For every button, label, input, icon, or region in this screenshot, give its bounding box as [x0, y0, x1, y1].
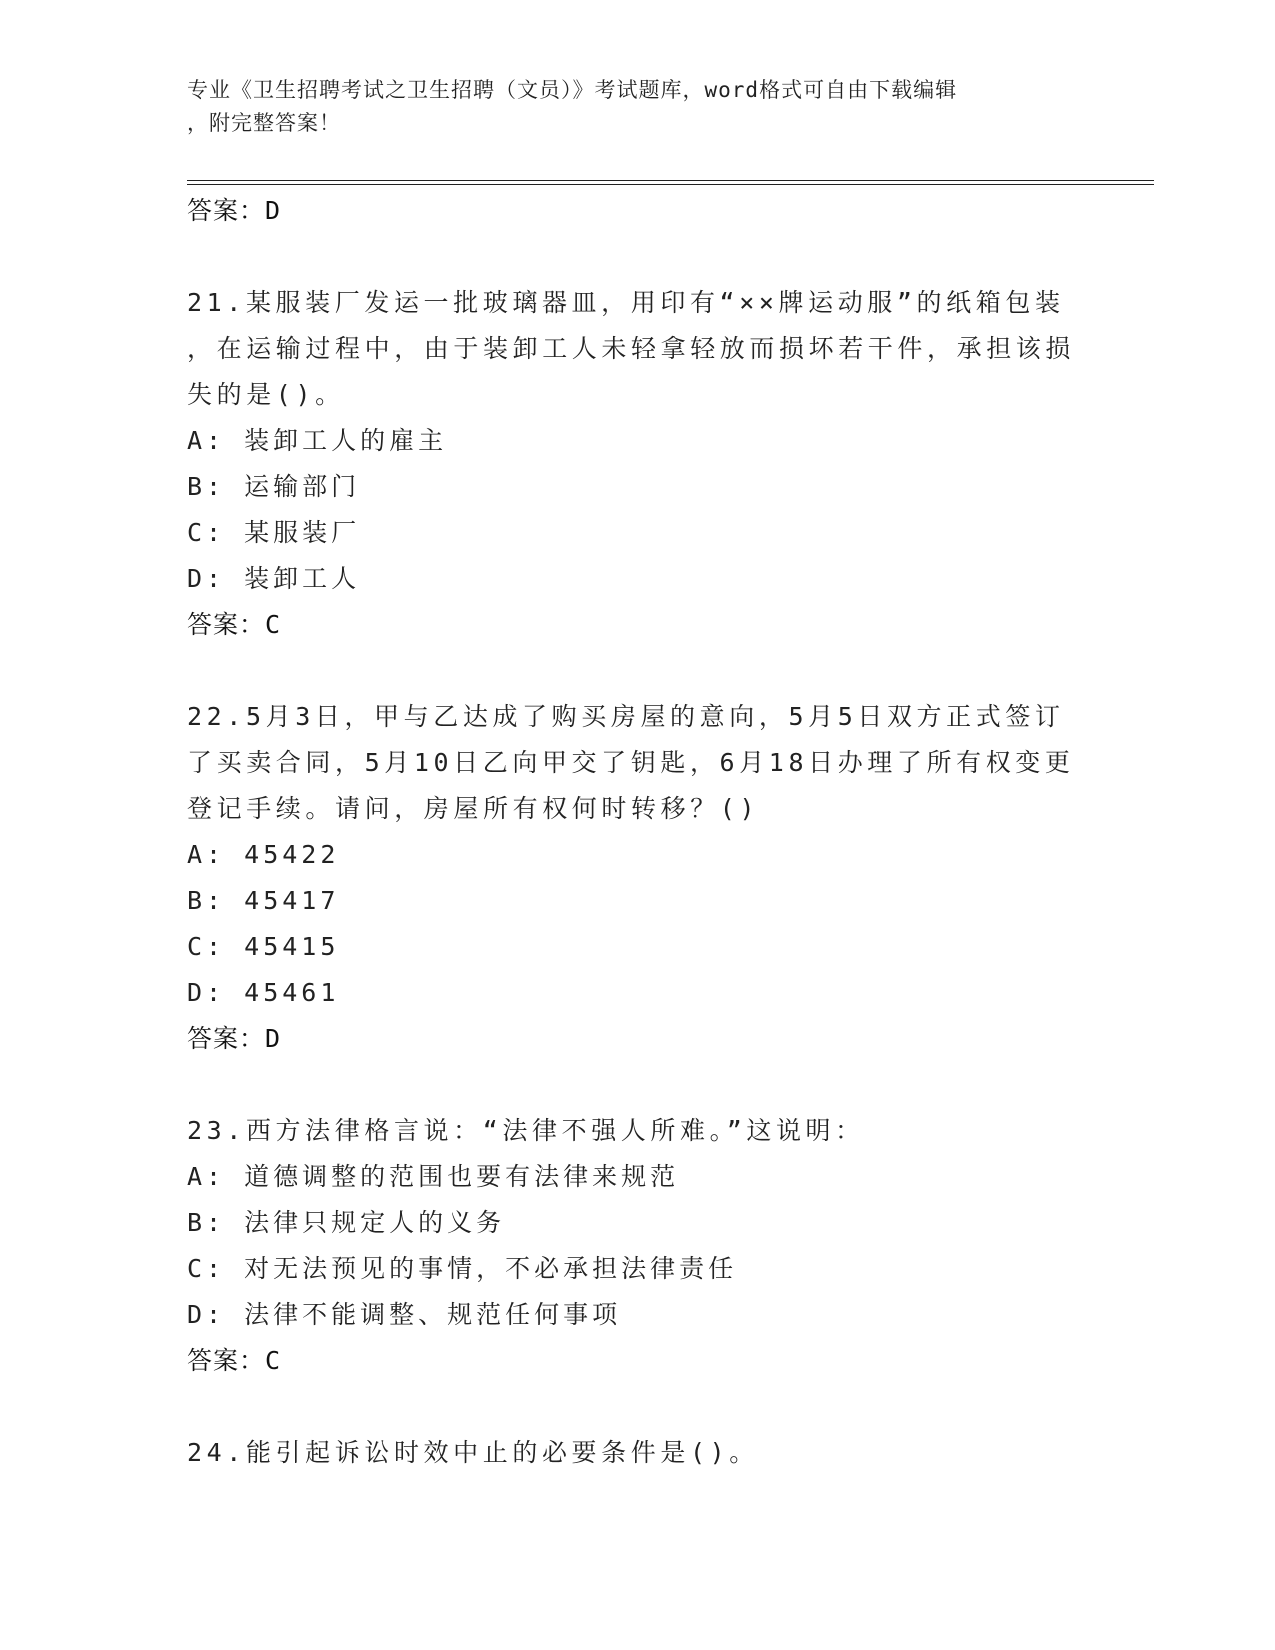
document-header	[187, 74, 1067, 140]
spacer	[187, 1384, 1087, 1430]
answer-line: 答案：C	[187, 1346, 282, 1375]
question-line: 失的是()。	[187, 380, 345, 409]
question-line: 22.5月3日，甲与乙达成了购买房屋的意向，5月5日双方正式签订	[187, 702, 1065, 731]
previous-answer: 答案：D	[187, 196, 282, 225]
option-a: A: 道德调整的范围也要有法律来规范	[187, 1162, 680, 1191]
option-a: A: 45422	[187, 840, 340, 869]
option-c: C: 某服装厂	[187, 518, 361, 547]
option-c: C: 45415	[187, 932, 340, 961]
question-block-24	[187, 1430, 1087, 1476]
option-b: B: 法律只规定人的义务	[187, 1208, 506, 1237]
spacer	[187, 1062, 1087, 1108]
question-line: ，在运输过程中，由于装卸工人未轻拿轻放而损坏若干件，承担该损	[187, 334, 1076, 363]
header-divider-bottom	[187, 184, 1154, 185]
option-d: D: 装卸工人	[187, 564, 361, 593]
header-divider-top	[187, 180, 1154, 181]
answer-line: 答案：D	[187, 1024, 282, 1053]
answer-line: 答案：C	[187, 610, 282, 639]
option-b: B: 45417	[187, 886, 340, 915]
question-line: 了买卖合同，5月10日乙向甲交了钥匙，6月18日办理了所有权变更	[187, 748, 1075, 777]
question-block-22	[187, 694, 1087, 1062]
option-b: B: 运输部门	[187, 472, 361, 501]
option-a: A: 装卸工人的雇主	[187, 426, 448, 455]
question-block-21	[187, 280, 1087, 648]
question-block-23	[187, 1108, 1087, 1384]
option-d: D: 法律不能调整、规范任何事项	[187, 1300, 622, 1329]
question-line: 23.西方法律格言说：“法律不强人所难。”这说明：	[187, 1116, 865, 1145]
question-line: 24.能引起诉讼时效中止的必要条件是()。	[187, 1438, 759, 1467]
header-line-1: 专业《卫生招聘考试之卫生招聘（文员）》考试题库，word格式可自由下载编辑	[187, 78, 958, 102]
question-line: 登记手续。请问，房屋所有权何时转移？()	[187, 794, 760, 823]
question-line: 21.某服装厂发运一批玻璃器皿，用印有“××牌运动服”的纸箱包装	[187, 288, 1065, 317]
header-line-2: ，附完整答案！	[187, 111, 341, 135]
question-list	[187, 188, 1087, 1476]
spacer	[187, 234, 1087, 280]
option-c: C: 对无法预见的事情，不必承担法律责任	[187, 1254, 738, 1283]
spacer	[187, 648, 1087, 694]
option-d: D: 45461	[187, 978, 340, 1007]
